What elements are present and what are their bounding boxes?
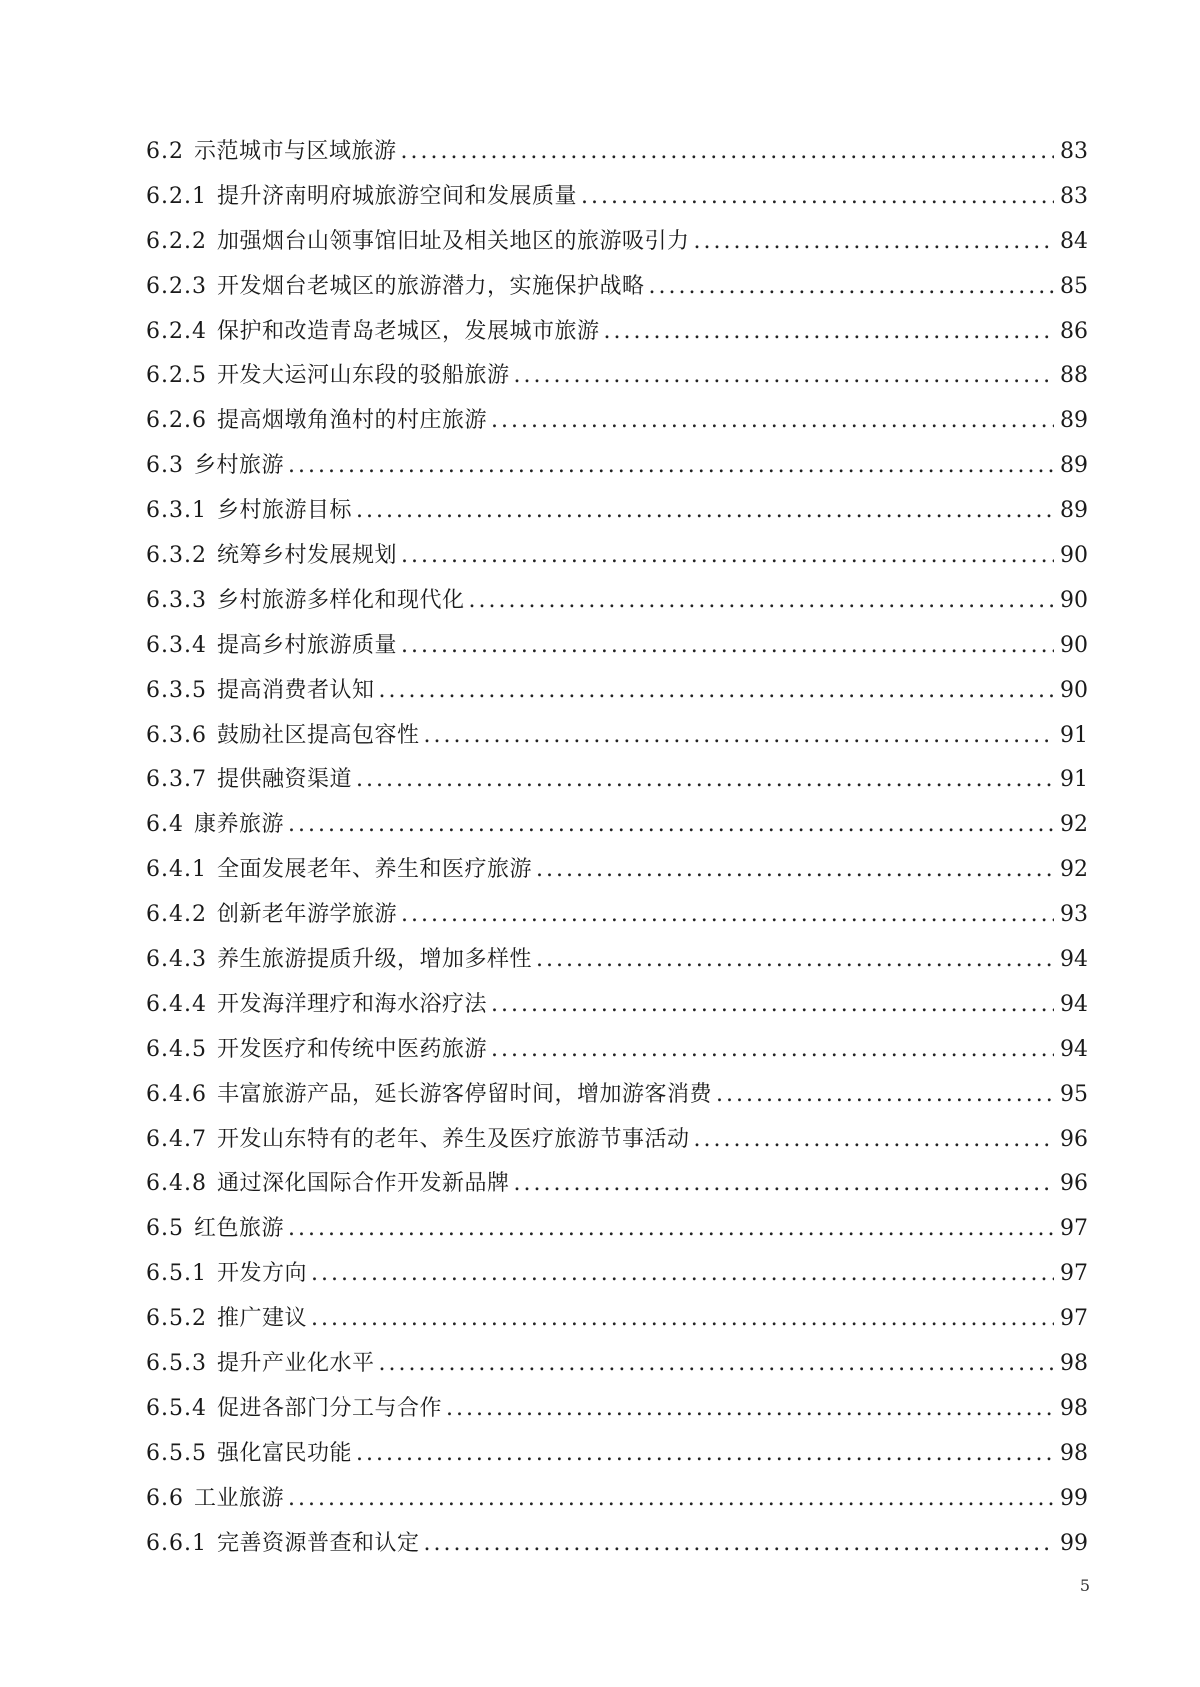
- toc-entry-page: 99: [1060, 1530, 1088, 1556]
- toc-entry-title: 开发烟台老城区的旅游潜力，实施保护战略: [216, 273, 645, 299]
- toc-leader-dots: [356, 489, 1054, 534]
- toc-entry-title: 提高乡村旅游质量: [216, 632, 397, 658]
- toc-entry-number: 6.4.2: [146, 902, 207, 928]
- toc-entry-page: 90: [1060, 587, 1088, 613]
- toc-leader-dots: [401, 534, 1054, 579]
- toc-entry[interactable]: [146, 803, 1086, 848]
- toc-entry-number: 6.3.3: [146, 587, 207, 613]
- toc-entry-page: 98: [1060, 1440, 1088, 1466]
- toc-entry-number: 6.4.7: [146, 1126, 207, 1152]
- toc-entry-page: 89: [1060, 453, 1088, 479]
- toc-entry-title: 加强烟台山领事馆旧址及相关地区的旅游吸引力: [216, 228, 690, 254]
- toc-entry[interactable]: [146, 1342, 1086, 1387]
- toc-entry-title: 红色旅游: [194, 1216, 285, 1242]
- toc-entry-page: 96: [1060, 1171, 1088, 1197]
- toc-entry-page: 91: [1060, 722, 1088, 748]
- toc-entry-title: 康养旅游: [194, 812, 285, 838]
- toc-entry[interactable]: [146, 175, 1086, 220]
- toc-leader-dots: [581, 175, 1054, 220]
- toc-leader-dots: [424, 714, 1055, 759]
- toc-entry-title: 提供融资渠道: [216, 767, 352, 793]
- toc-entry-number: 6.2: [146, 139, 184, 164]
- toc-entry-page: 92: [1060, 812, 1088, 838]
- toc-entry[interactable]: [146, 265, 1086, 310]
- toc-entry-page: 83: [1060, 139, 1088, 164]
- toc-entry-number: 6.4.6: [146, 1081, 207, 1107]
- toc-entry-page: 97: [1060, 1306, 1088, 1332]
- toc-entry-number: 6.2.2: [146, 228, 207, 254]
- toc-entry-title: 丰富旅游产品，延长游客停留时间，增加游客消费: [216, 1081, 712, 1107]
- toc-entry-number: 6.2.4: [146, 318, 207, 344]
- toc-leader-dots: [288, 803, 1054, 848]
- toc-entry[interactable]: [146, 1207, 1086, 1252]
- toc-entry-title: 统筹乡村发展规划: [216, 543, 397, 569]
- toc-entry[interactable]: [146, 1297, 1086, 1342]
- toc-entry-title: 示范城市与区域旅游: [194, 139, 397, 164]
- toc-entry-page: 94: [1060, 947, 1088, 973]
- toc-entry-number: 6.3.6: [146, 722, 207, 748]
- toc-leader-dots: [536, 938, 1054, 983]
- toc-entry-page: 85: [1060, 273, 1088, 299]
- toc-entry-number: 6.5.1: [146, 1261, 207, 1287]
- toc-leader-dots: [311, 1297, 1054, 1342]
- toc-entry-number: 6.2.5: [146, 363, 207, 389]
- page-number: 5: [1079, 1576, 1090, 1595]
- toc-entry[interactable]: [146, 893, 1086, 938]
- toc-entry-title: 开发方向: [216, 1261, 307, 1287]
- toc-entry-number: 6.5.4: [146, 1395, 207, 1421]
- toc-entry-page: 86: [1060, 318, 1088, 344]
- toc-entry-number: 6.3.4: [146, 632, 207, 658]
- toc-entry-title: 鼓励社区提高包容性: [216, 722, 420, 748]
- toc-entry-title: 开发大运河山东段的驳船旅游: [216, 363, 510, 389]
- toc-entry-title: 乡村旅游: [194, 453, 285, 479]
- toc-leader-dots: [514, 354, 1055, 399]
- toc-entry-number: 6.2.3: [146, 273, 207, 299]
- toc-entry-page: 99: [1060, 1485, 1088, 1511]
- toc-entry[interactable]: [146, 1073, 1086, 1118]
- toc-entry-title: 保护和改造青岛老城区，发展城市旅游: [216, 318, 600, 344]
- toc-entry-page: 93: [1060, 902, 1088, 928]
- toc-entry[interactable]: [146, 579, 1086, 624]
- toc-leader-dots: [469, 579, 1055, 624]
- toc-leader-dots: [424, 1522, 1055, 1567]
- toc-entry[interactable]: [146, 310, 1086, 355]
- toc-entry-title: 开发山东特有的老年、养生及医疗旅游节事活动: [216, 1126, 690, 1152]
- toc-entry-number: 6.4.3: [146, 947, 207, 973]
- toc-entry-number: 6.5.2: [146, 1306, 207, 1332]
- toc-entry-number: 6.3: [146, 453, 184, 479]
- toc-entry[interactable]: [146, 624, 1086, 669]
- toc-leader-dots: [311, 1252, 1054, 1297]
- toc-entry-page: 94: [1060, 1036, 1088, 1062]
- toc-entry[interactable]: [146, 220, 1086, 265]
- toc-entry-number: 6.3.5: [146, 677, 207, 703]
- toc-leader-dots: [491, 399, 1054, 444]
- toc-leader-dots: [446, 1387, 1054, 1432]
- toc-entry-page: 96: [1060, 1126, 1088, 1152]
- toc-leader-dots: [288, 444, 1054, 489]
- toc-entry[interactable]: [146, 1118, 1086, 1163]
- toc-entry-title: 推广建议: [216, 1306, 307, 1332]
- toc-entry-number: 6.4.5: [146, 1036, 207, 1062]
- toc-leader-dots: [491, 983, 1054, 1028]
- toc-entry-page: 90: [1060, 632, 1088, 658]
- toc-entry-number: 6.4: [146, 812, 184, 838]
- toc-entry[interactable]: [146, 534, 1086, 579]
- toc-entry-title: 提升产业化水平: [216, 1351, 375, 1377]
- toc-entry[interactable]: [146, 444, 1086, 489]
- toc-entry-title: 提升济南明府城旅游空间和发展质量: [216, 183, 577, 209]
- toc-entry-page: 89: [1060, 498, 1088, 524]
- toc-entry-page: 83: [1060, 183, 1088, 209]
- toc-entry-page: 92: [1060, 857, 1088, 883]
- toc-entry-page: 95: [1060, 1081, 1088, 1107]
- toc-leader-dots: [379, 1342, 1055, 1387]
- toc-entry[interactable]: [146, 489, 1086, 534]
- toc-entry-title: 养生旅游提质升级，增加多样性: [216, 947, 532, 973]
- toc-entry-title: 通过深化国际合作开发新品牌: [216, 1171, 510, 1197]
- toc-leader-dots: [379, 669, 1055, 714]
- toc-leader-dots: [491, 1028, 1054, 1073]
- toc-entry-number: 6.4.1: [146, 857, 207, 883]
- toc-entry[interactable]: [146, 1028, 1086, 1073]
- toc-entry-number: 6.3.7: [146, 767, 207, 793]
- toc-entry[interactable]: [146, 130, 1086, 175]
- toc-entry[interactable]: [146, 1162, 1086, 1207]
- toc-entry-page: 97: [1060, 1216, 1088, 1242]
- toc-entry-title: 乡村旅游多样化和现代化: [216, 587, 465, 613]
- toc-entry-title: 工业旅游: [194, 1485, 285, 1511]
- toc-entry-page: 97: [1060, 1261, 1088, 1287]
- toc-entry[interactable]: [146, 758, 1086, 803]
- toc-entry-title: 乡村旅游目标: [216, 498, 352, 524]
- toc-entry[interactable]: [146, 669, 1086, 714]
- toc-entry-number: 6.4.8: [146, 1171, 207, 1197]
- toc-leader-dots: [356, 1432, 1054, 1477]
- toc-entry-title: 开发海洋理疗和海水浴疗法: [216, 991, 487, 1017]
- toc-entry-title: 提高消费者认知: [216, 677, 375, 703]
- toc-entry[interactable]: [146, 938, 1086, 983]
- table-of-contents: [146, 130, 1086, 1567]
- toc-leader-dots: [604, 310, 1055, 355]
- toc-entry-number: 6.4.4: [146, 991, 207, 1017]
- toc-entry-title: 创新老年游学旅游: [216, 902, 397, 928]
- toc-leader-dots: [401, 130, 1054, 175]
- toc-entry[interactable]: [146, 1432, 1086, 1477]
- toc-leader-dots: [356, 758, 1054, 803]
- toc-entry-page: 84: [1060, 228, 1088, 254]
- toc-leader-dots: [694, 1118, 1055, 1163]
- toc-leader-dots: [514, 1162, 1055, 1207]
- toc-entry-page: 90: [1060, 677, 1088, 703]
- toc-entry[interactable]: [146, 1522, 1086, 1567]
- toc-entry[interactable]: [146, 848, 1086, 893]
- toc-entry[interactable]: [146, 714, 1086, 759]
- toc-entry-number: 6.5.3: [146, 1351, 207, 1377]
- toc-leader-dots: [649, 265, 1055, 310]
- toc-entry-title: 全面发展老年、养生和医疗旅游: [216, 857, 532, 883]
- toc-entry-page: 88: [1060, 363, 1088, 389]
- toc-leader-dots: [401, 624, 1054, 669]
- toc-entry-number: 6.6.1: [146, 1530, 207, 1556]
- toc-leader-dots: [716, 1073, 1054, 1118]
- toc-entry-page: 90: [1060, 543, 1088, 569]
- toc-entry-number: 6.6: [146, 1485, 184, 1511]
- toc-leader-dots: [536, 848, 1054, 893]
- toc-entry-number: 6.2.1: [146, 183, 207, 209]
- toc-entry-title: 提高烟墩角渔村的村庄旅游: [216, 408, 487, 434]
- toc-entry-page: 94: [1060, 991, 1088, 1017]
- toc-leader-dots: [694, 220, 1055, 265]
- toc-entry-title: 强化富民功能: [216, 1440, 352, 1466]
- toc-entry-page: 89: [1060, 408, 1088, 434]
- toc-entry-title: 完善资源普查和认定: [216, 1530, 420, 1556]
- toc-entry-number: 6.5.5: [146, 1440, 207, 1466]
- toc-entry-page: 91: [1060, 767, 1088, 793]
- toc-entry[interactable]: [146, 1252, 1086, 1297]
- toc-entry-page: 98: [1060, 1351, 1088, 1377]
- toc-entry-title: 促进各部门分工与合作: [216, 1395, 442, 1421]
- toc-entry-number: 6.3.2: [146, 543, 207, 569]
- toc-entry[interactable]: [146, 1477, 1086, 1522]
- toc-leader-dots: [288, 1207, 1054, 1252]
- toc-entry[interactable]: [146, 354, 1086, 399]
- toc-leader-dots: [288, 1477, 1054, 1522]
- toc-entry-number: 6.5: [146, 1216, 184, 1242]
- toc-entry[interactable]: [146, 983, 1086, 1028]
- toc-entry-number: 6.3.1: [146, 498, 207, 524]
- toc-entry[interactable]: [146, 399, 1086, 444]
- toc-entry-number: 6.2.6: [146, 408, 207, 434]
- toc-leader-dots: [401, 893, 1054, 938]
- toc-entry[interactable]: [146, 1387, 1086, 1432]
- toc-entry-page: 98: [1060, 1395, 1088, 1421]
- toc-entry-title: 开发医疗和传统中医药旅游: [216, 1036, 487, 1062]
